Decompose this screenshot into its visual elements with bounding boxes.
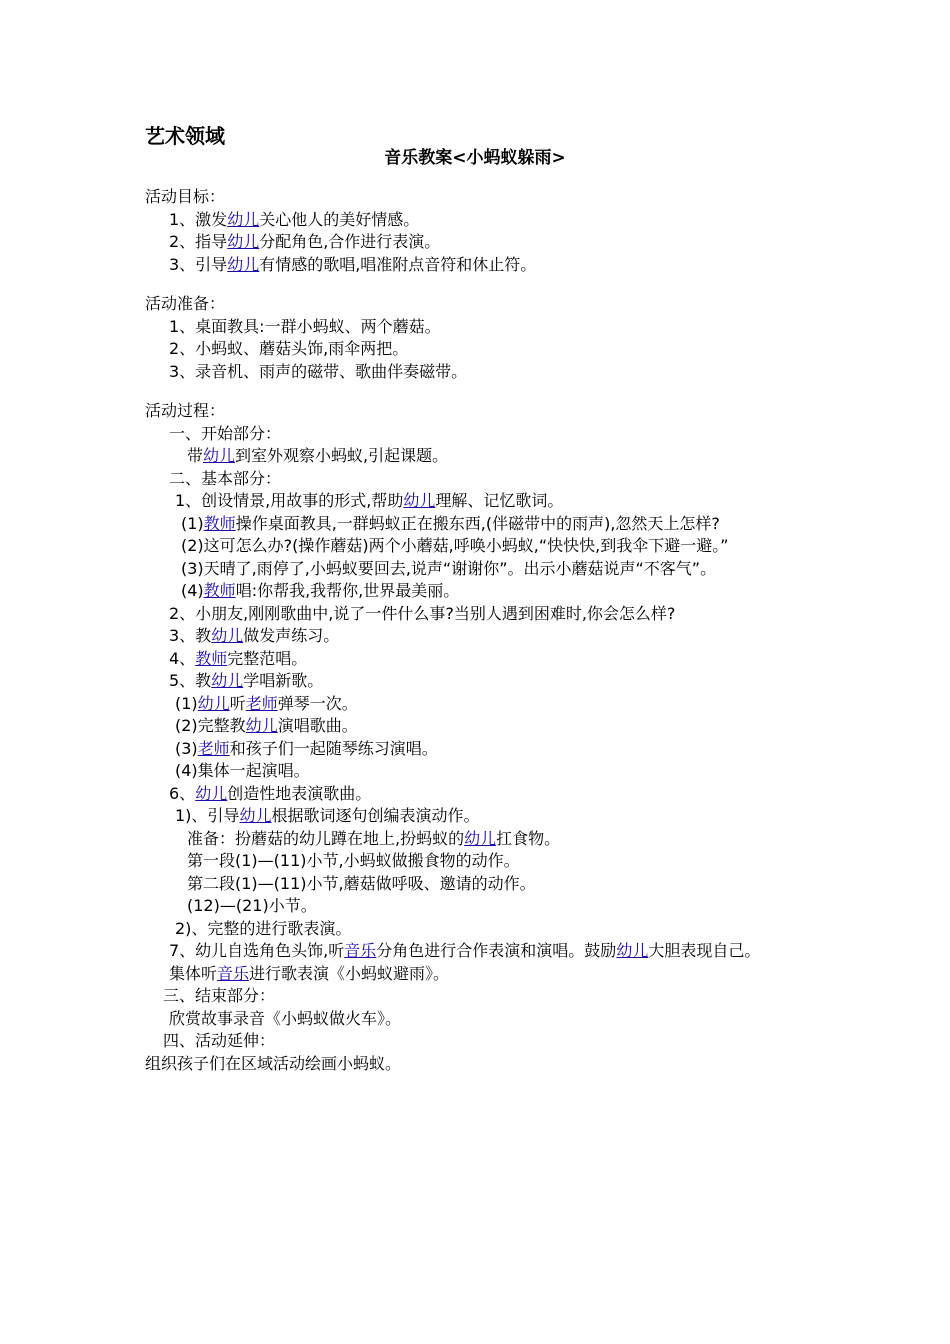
text-segment: 活动过程： [145,401,226,420]
text-segment: 理解、记忆歌词。 [435,491,564,510]
text-line [145,648,810,671]
text-segment: 一、开始部分： [169,423,282,443]
keyword-link[interactable]: 幼儿 [227,209,260,229]
text-line [145,963,810,986]
text-line [145,338,810,361]
paragraph-gap [145,383,810,400]
text-segment: (4)集体一起演唱。 [175,761,310,780]
text-segment: 6、 [169,783,196,803]
text-line [145,985,810,1008]
text-segment: (1) [181,513,204,533]
text-line [145,1053,810,1076]
text-segment: 欣赏故事录音《小蚂蚁做火车》。 [169,1008,402,1028]
text-line [145,445,810,468]
text-line [145,400,810,423]
text-segment: 创造性地表演歌曲。 [227,783,372,803]
text-segment: 完整范唱。 [227,648,308,668]
text-line [145,468,810,491]
keyword-link[interactable]: 教师 [203,581,236,600]
keyword-link[interactable]: 幼儿 [403,491,436,510]
text-segment: 唱:你帮我,我帮你,世界最美丽。 [235,581,460,600]
text-line [145,580,810,603]
text-segment: 1、桌面教具:一群小蚂蚁、两个蘑菇。 [169,316,441,336]
text-line [145,895,810,918]
text-segment: 三、结束部分： [163,986,276,1005]
text-line [145,186,810,209]
text-line [145,1030,810,1053]
text-segment: 听 [229,693,246,713]
text-segment: 四、活动延伸： [163,1031,276,1050]
text-line [145,231,810,254]
text-segment: 3、引导 [169,254,228,274]
keyword-link[interactable]: 教师 [203,513,236,533]
keyword-link[interactable]: 教师 [195,648,228,668]
text-segment: 活动目标： [145,187,226,206]
text-segment: 3、录音机、雨声的磁带、歌曲伴奏磁带。 [169,361,468,381]
text-line [145,918,810,941]
text-line [145,490,810,513]
text-segment: 根据歌词逐句创编表演动作。 [271,806,480,825]
keyword-link[interactable]: 幼儿 [211,626,244,645]
keyword-link[interactable]: 幼儿 [464,828,497,848]
text-segment: 3、教 [169,626,212,645]
keyword-link[interactable]: 幼儿 [616,941,649,960]
text-line [145,828,810,851]
text-segment: 和孩子们一起随琴练习演唱。 [229,738,438,758]
text-segment: 关心他人的美好情感。 [259,209,420,229]
text-line [145,1008,810,1031]
text-segment: (3)天晴了,雨停了,小蚂蚁要回去,说声“谢谢你”。出示小蘑菇说声“不客气”。 [181,558,717,578]
text-segment: (2)这可怎么办?(操作蘑菇)两个小蘑菇,呼唤小蚂蚁,“快快快,到我伞下避一避。” [181,536,729,555]
text-line [145,783,810,806]
text-line [145,254,810,277]
text-segment: 有情感的歌唱,唱准附点音符和休止符。 [259,254,537,274]
keyword-link[interactable]: 音乐 [217,963,250,983]
text-segment: 活动准备： [145,294,226,313]
keyword-link[interactable]: 幼儿 [227,254,260,274]
text-segment: 扛食物。 [496,828,561,848]
keyword-link[interactable]: 幼儿 [211,671,244,690]
domain-heading: 艺术领域 [145,124,225,148]
text-segment: 2、小朋友,刚刚歌曲中,说了一件什么事?当别人遇到困难时,你会怎么样? [169,603,676,623]
text-segment: (3) [175,738,198,758]
text-line [145,361,810,384]
text-segment: 5、教 [169,671,212,690]
text-segment: 1、创设情景,用故事的形式,帮助 [175,491,404,510]
text-segment: 4、 [169,648,196,668]
text-segment: 做发声练习。 [243,626,340,645]
keyword-link[interactable]: 音乐 [344,941,377,960]
keyword-link[interactable]: 幼儿 [197,693,230,713]
lesson-body [145,186,810,1075]
text-segment: 操作桌面教具,一群蚂蚁正在搬东西,(伴磁带中的雨声),忽然天上怎样? [235,513,720,533]
text-segment: 大胆表现自己。 [648,941,761,960]
keyword-link[interactable]: 老师 [245,693,278,713]
text-line [145,738,810,761]
text-line [145,558,810,581]
text-segment: 2、小蚂蚁、蘑菇头饰,雨伞两把。 [169,339,409,358]
text-segment: 组织孩子们在区域活动绘画小蚂蚁。 [145,1053,402,1073]
text-line [145,535,810,558]
keyword-link[interactable]: 幼儿 [239,806,272,825]
text-segment: 7、幼儿自选角色头饰,听 [169,941,345,960]
text-line [145,940,810,963]
text-segment: 准备：扮蘑菇的幼儿蹲在地上,扮蚂蚁的 [187,828,465,848]
text-line [145,316,810,339]
text-segment: 二、基本部分： [169,468,282,488]
text-segment: 2、指导 [169,232,228,251]
paragraph-gap [145,276,810,293]
text-segment: (2)完整教 [175,716,246,735]
text-line [145,873,810,896]
text-line [145,603,810,626]
text-segment: 进行歌表演《小蚂蚁避雨》。 [249,963,450,983]
text-line [145,513,810,536]
text-segment: 到室外观察小蚂蚁,引起课题。 [235,446,449,465]
text-segment: (12)—(21)小节。 [187,896,317,915]
keyword-link[interactable]: 幼儿 [245,716,278,735]
text-line [145,715,810,738]
text-segment: (4) [181,581,204,600]
text-segment: 第二段(1)—(11)小节,蘑菇做呼吸、邀请的动作。 [187,873,536,893]
keyword-link[interactable]: 幼儿 [195,783,228,803]
text-line [145,625,810,648]
text-segment: 1)、引导 [175,806,240,825]
text-segment: 集体听 [169,963,218,983]
keyword-link[interactable]: 老师 [197,738,230,758]
text-segment: 分角色进行合作表演和演唱。鼓励 [376,941,617,960]
text-segment: 第一段(1)—(11)小节,小蚂蚁做搬食物的动作。 [187,851,520,870]
keyword-link[interactable]: 幼儿 [227,232,260,251]
text-segment: 1、激发 [169,209,228,229]
text-line [145,693,810,716]
text-segment: 学唱新歌。 [243,671,324,690]
text-segment: 演唱歌曲。 [277,716,358,735]
text-segment: 分配角色,合作进行表演。 [259,232,441,251]
text-line [145,423,810,446]
text-line [145,209,810,232]
text-segment: (1) [175,693,198,713]
text-line [145,293,810,316]
text-segment: 弹琴一次。 [277,693,358,713]
keyword-link[interactable]: 幼儿 [203,446,236,465]
text-line [145,670,810,693]
text-segment: 2)、完整的进行歌表演。 [175,918,352,938]
text-segment: 带 [187,446,204,465]
lesson-title: 音乐教案<小蚂蚁躲雨> [384,148,566,168]
text-line [145,805,810,828]
text-line [145,850,810,873]
text-line [145,760,810,783]
